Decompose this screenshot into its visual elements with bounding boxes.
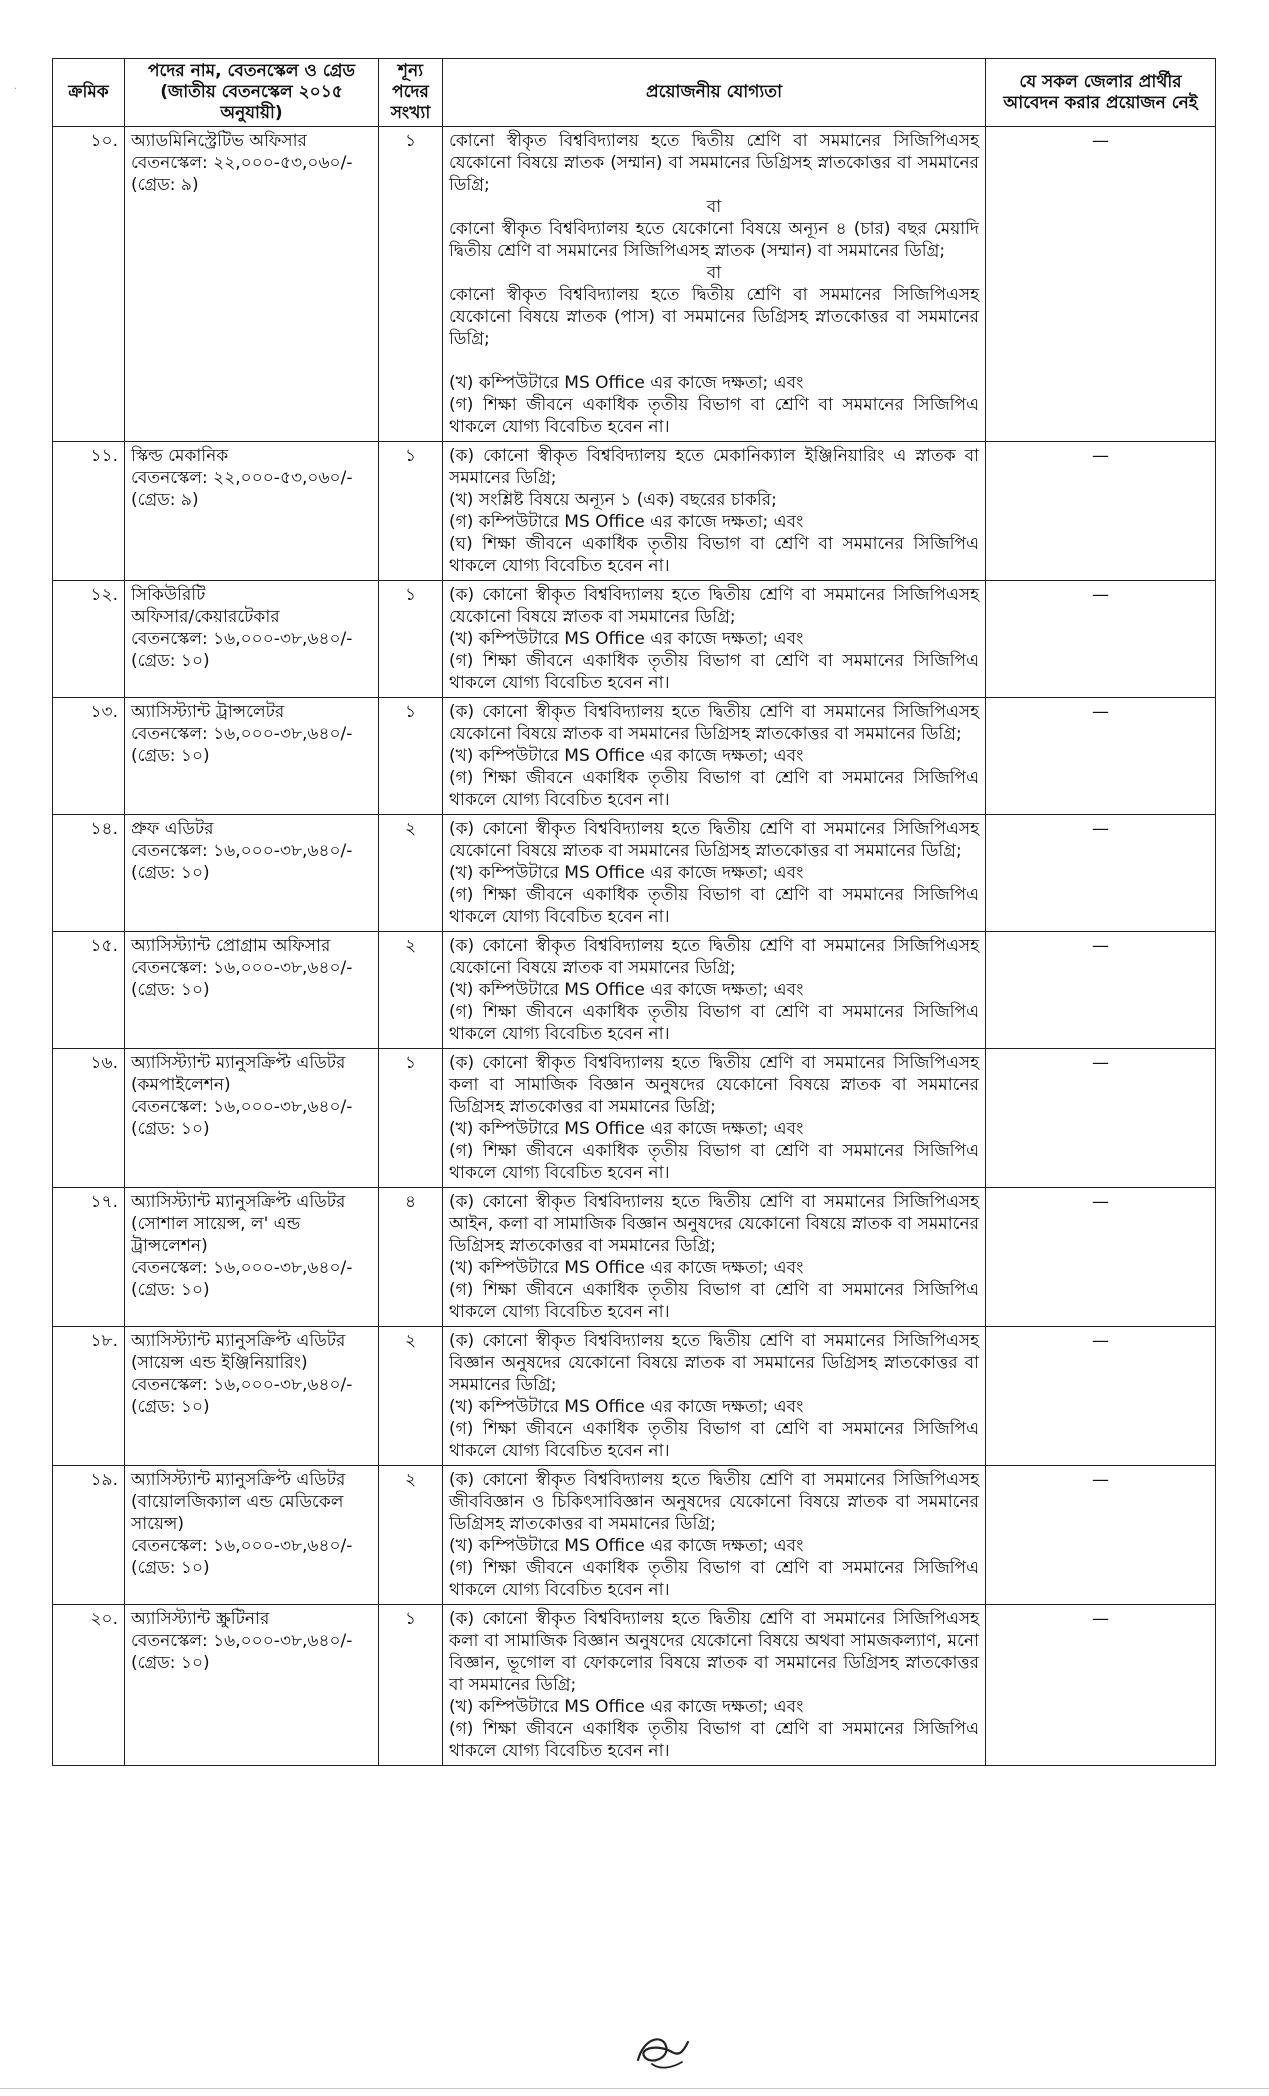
header-serial: ক্রমিক [53,59,125,127]
row-excluded-districts: — [986,442,1216,581]
qualification-item: (ক) কোনো স্বীকৃত বিশ্ববিদ্যালয় হতে দ্বিতীয় শ্রেণি বা সমমানের সিজিপিএসহ যেকোনো বিষয়ে স্নাতক বা সমমানের ডিগ্রিসহ স্নাতকোত্তর বা সমমানের ডিগ্রি; [449,702,979,744]
row-serial: ১৭. [53,1188,125,1327]
post-line: স্কিল্ড মেকানিক [131,446,229,466]
table-row [53,1466,1216,1605]
post-line: (গ্রেড: ১০) [131,980,210,1000]
table-row [53,698,1216,815]
qualification-item: (খ) কম্পিউটারে MS Office এর কাজে দক্ষতা; এবং [449,863,804,883]
row-vacancies: ২ [379,1327,443,1466]
post-line: (গ্রেড: ১০) [131,863,210,883]
table-row [53,442,1216,581]
qualification-item: (ক) কোনো স্বীকৃত বিশ্ববিদ্যালয় হতে মেকানিক্যাল ইঞ্জিনিয়ারিং এ স্নাতক বা সমমানের ডিগ্রি; [449,446,979,488]
row-post-details [125,581,379,698]
qualification-item: (গ) শিক্ষা জীবনে একাধিক তৃতীয় বিভাগ বা শ্রেণি বা সমমানের সিজিপিএ থাকলে যোগ্য বিবেচিত হবেন না। [449,1141,979,1183]
qualification-item: (খ) কম্পিউটারে MS Office এর কাজে দক্ষতা; এবং [449,373,804,393]
qualification-item: (গ) শিক্ষা জীবনে একাধিক তৃতীয় বিভাগ বা শ্রেণি বা সমমানের সিজিপিএ থাকলে যোগ্য বিবেচিত হবেন না। [449,885,979,927]
post-line: (গ্রেড: ১০) [131,1119,210,1139]
row-excluded-districts: — [986,1605,1216,1766]
qualification-item: (খ) কম্পিউটারে MS Office এর কাজে দক্ষতা; এবং [449,746,804,766]
row-post-details [125,698,379,815]
row-vacancies: ৪ [379,1188,443,1327]
row-serial: ১১. [53,442,125,581]
post-line: (কমপাইলেশন) [131,1075,231,1095]
row-qualification [443,581,986,698]
qualification-item: (ক) কোনো স্বীকৃত বিশ্ববিদ্যালয় হতে দ্বিতীয় শ্রেণি বা সমমানের সিজিপিএসহ কলা বা সামাজিক বিজ্ঞান অনুষদের যেকোনো বিষয়ে স্নাতক বা সমমানের ডিগ্রিসহ স্নাতকোত্তর বা সমমানের ডিগ্রি; [449,1053,979,1117]
qualification-item: (খ) সংশ্লিষ্ট বিষয়ে অন্যূন ১ (এক) বছরের চাকরি; [449,490,777,510]
qualification-spacer [449,350,979,372]
qualification-item: (ক) কোনো স্বীকৃত বিশ্ববিদ্যালয় হতে দ্বিতীয় শ্রেণি বা সমমানের সিজিপিএসহ যেকোনো বিষয়ে স্নাতক বা সমমানের ডিগ্রি; [449,936,979,978]
post-line: বেতনস্কেল: ১৬,০০০-৩৮,৬৪০/- [131,724,353,744]
post-line: বেতনস্কেল: ১৬,০০০-৩৮,৬৪০/- [131,1536,353,1556]
post-line: বেতনস্কেল: ১৬,০০০-৩৮,৬৪০/- [131,841,353,861]
row-post-details [125,1327,379,1466]
row-qualification [443,442,986,581]
row-excluded-districts: — [986,1327,1216,1466]
row-post-details [125,932,379,1049]
qualification-item: (খ) কম্পিউটারে MS Office এর কাজে দক্ষতা; এবং [449,1536,804,1556]
table-row [53,1188,1216,1327]
post-line: (গ্রেড: ১০) [131,746,210,766]
post-line: বেতনস্কেল: ২২,০০০-৫৩,০৬০/- [131,153,353,173]
row-excluded-districts: — [986,698,1216,815]
row-vacancies: ১ [379,581,443,698]
qualification-item: (ঘ) শিক্ষা জীবনে একাধিক তৃতীয় বিভাগ বা শ্রেণি বা সমমানের সিজিপিএ থাকলে যোগ্য বিবেচিত হবেন না। [449,534,979,576]
qualification-item: কোনো স্বীকৃত বিশ্ববিদ্যালয় হতে দ্বিতীয় শ্রেণি বা সমমানের সিজিপিএসহ যেকোনো বিষয়ে স্নাতক (সম্মান) বা সমমানের ডিগ্রিসহ স্নাতকোত্তর বা সমমানের ডিগ্রি; [449,131,979,195]
table-row [53,815,1216,932]
qualification-item: (গ) শিক্ষা জীবনে একাধিক তৃতীয় বিভাগ বা শ্রেণি বা সমমানের সিজিপিএ থাকলে যোগ্য বিবেচিত হবেন না। [449,768,979,810]
post-line: (গ্রেড: ৯) [131,490,199,510]
row-post-details [125,1049,379,1188]
post-line: সায়েন্স) [131,1514,185,1534]
post-line: (গ্রেড: ৯) [131,175,199,195]
post-line: বেতনস্কেল: ১৬,০০০-৩৮,৬৪০/- [131,1258,353,1278]
row-qualification [443,1466,986,1605]
header-qualification: প্রয়োজনীয় যোগ্যতা [443,59,986,127]
row-vacancies: ১ [379,127,443,442]
row-qualification [443,1049,986,1188]
post-line: বেতনস্কেল: ১৬,০০০-৩৮,৬৪০/- [131,1097,353,1117]
row-excluded-districts: — [986,815,1216,932]
row-serial: ১৪. [53,815,125,932]
row-post-details [125,127,379,442]
qualification-item: (খ) কম্পিউটারে MS Office এর কাজে দক্ষতা; এবং [449,1697,804,1717]
qualification-item: (ক) কোনো স্বীকৃত বিশ্ববিদ্যালয় হতে দ্বিতীয় শ্রেণি বা সমমানের সিজিপিএসহ যেকোনো বিষয়ে স্নাতক বা সমমানের ডিগ্রি; [449,585,979,627]
job-vacancy-table [52,58,1216,1766]
post-line: অ্যাসিস্ট্যান্ট ম্যানুসক্রিপ্ট এডিটর [131,1470,346,1490]
post-line: ট্রান্সলেশন) [131,1236,208,1256]
row-vacancies: ১ [379,1605,443,1766]
row-excluded-districts: — [986,1466,1216,1605]
table-row [53,932,1216,1049]
qualification-item: (গ) শিক্ষা জীবনে একাধিক তৃতীয় বিভাগ বা শ্রেণি বা সমমানের সিজিপিএ থাকলে যোগ্য বিবেচিত হবেন না। [449,395,979,437]
qualification-item: (খ) কম্পিউটারে MS Office এর কাজে দক্ষতা; এবং [449,629,804,649]
table-row [53,1605,1216,1766]
table-row [53,1049,1216,1188]
row-excluded-districts: — [986,1049,1216,1188]
qualification-item: (গ) শিক্ষা জীবনে একাধিক তৃতীয় বিভাগ বা শ্রেণি বা সমমানের সিজিপিএ থাকলে যোগ্য বিবেচিত হবেন না। [449,1419,979,1461]
post-line: অ্যাসিস্ট্যান্ট প্রোগ্রাম অফিসার [131,936,331,956]
post-line: অ্যাসিস্ট্যান্ট ম্যানুসক্রিপ্ট এডিটর [131,1192,346,1212]
qualification-or: বা [706,263,722,283]
row-serial: ১৫. [53,932,125,1049]
post-line: বেতনস্কেল: ১৬,০০০-৩৮,৬৪০/- [131,1631,353,1651]
row-excluded-districts: — [986,581,1216,698]
post-line: বেতনস্কেল: ১৬,০০০-৩৮,৬৪০/- [131,958,353,978]
row-qualification [443,127,986,442]
table-row [53,581,1216,698]
qualification-item: (গ) শিক্ষা জীবনে একাধিক তৃতীয় বিভাগ বা শ্রেণি বা সমমানের সিজিপিএ থাকলে যোগ্য বিবেচিত হবেন না। [449,1002,979,1044]
post-line: (বায়োলজিক্যাল এন্ড মেডিকেল [131,1492,344,1512]
row-vacancies: ১ [379,1049,443,1188]
qualification-item: (গ) শিক্ষা জীবনে একাধিক তৃতীয় বিভাগ বা শ্রেণি বা সমমানের সিজিপিএ থাকলে যোগ্য বিবেচিত হবেন না। [449,1280,979,1322]
row-post-details [125,1605,379,1766]
post-line: বেতনস্কেল: ১৬,০০০-৩৮,৬৪০/- [131,629,353,649]
post-line: প্রুফ এডিটর [131,819,214,839]
qualification-item: (খ) কম্পিউটারে MS Office এর কাজে দক্ষতা; এবং [449,1258,804,1278]
row-serial: ১০. [53,127,125,442]
post-line: বেতনস্কেল: ২২,০০০-৫৩,০৬০/- [131,468,353,488]
post-line: (গ্রেড: ১০) [131,651,210,671]
post-line: (গ্রেড: ১০) [131,1653,210,1673]
page-bottom-edge [0,2088,1269,2089]
scan-speck: · [14,84,18,95]
row-serial: ১৬. [53,1049,125,1188]
header-post: পদের নাম, বেতনস্কেল ও গ্রেড (জাতীয় বেতনস্কেল ২০১৫ অনুযায়ী) [125,59,379,127]
header-row [53,59,1216,127]
post-line: (গ্রেড: ১০) [131,1558,210,1578]
qualification-item: (গ) শিক্ষা জীবনে একাধিক তৃতীয় বিভাগ বা শ্রেণি বা সমমানের সিজিপিএ থাকলে যোগ্য বিবেচিত হবেন না। [449,1719,979,1761]
header-excluded-districts: যে সকল জেলার প্রার্থীর আবেদন করার প্রয়োজন নেই [986,59,1216,127]
row-post-details [125,442,379,581]
row-serial: ১৩. [53,698,125,815]
post-line: বেতনস্কেল: ১৬,০০০-৩৮,৬৪০/- [131,1375,353,1395]
signature-initial [632,2030,692,2074]
post-line: অ্যাসিস্ট্যান্ট ট্রান্সলেটর [131,702,285,722]
row-vacancies: ১ [379,442,443,581]
qualification-item: (গ) শিক্ষা জীবনে একাধিক তৃতীয় বিভাগ বা শ্রেণি বা সমমানের সিজিপিএ থাকলে যোগ্য বিবেচিত হবেন না। [449,1558,979,1600]
row-excluded-districts: — [986,932,1216,1049]
qualification-item: (ক) কোনো স্বীকৃত বিশ্ববিদ্যালয় হতে দ্বিতীয় শ্রেণি বা সমমানের সিজিপিএসহ জীববিজ্ঞান ও চিকিৎসাবিজ্ঞান অনুষদের যেকোনো বিষয়ে স্নাতক বা সমমানের ডিগ্রিসহ স্নাতকোত্তর বা সমমানের ডিগ্রি; [449,1470,979,1534]
row-qualification [443,1188,986,1327]
row-vacancies: ২ [379,932,443,1049]
row-qualification [443,1605,986,1766]
row-serial: ১২. [53,581,125,698]
qualification-item: (গ) কম্পিউটারে MS Office এর কাজে দক্ষতা; এবং [449,512,804,532]
row-vacancies: ২ [379,815,443,932]
post-line: অফিসার/কেয়ারটেকার [131,607,280,627]
row-vacancies: ১ [379,698,443,815]
row-serial: ১৮. [53,1327,125,1466]
qualification-item: কোনো স্বীকৃত বিশ্ববিদ্যালয় হতে দ্বিতীয় শ্রেণি বা সমমানের সিজিপিএসহ যেকোনো বিষয়ে স্নাতক (পাস) বা সমমানের ডিগ্রিসহ স্নাতকোত্তর বা সমমানের ডিগ্রি; [449,285,979,349]
qualification-item: (খ) কম্পিউটারে MS Office এর কাজে দক্ষতা; এবং [449,980,804,1000]
post-line: অ্যাসিস্ট্যান্ট ম্যানুসক্রিপ্ট এডিটর [131,1053,346,1073]
table-header [53,59,1216,127]
row-vacancies: ২ [379,1466,443,1605]
row-qualification [443,698,986,815]
post-line: (গ্রেড: ১০) [131,1397,210,1417]
post-line: (সোশাল সায়েন্স, ল' এন্ড [131,1214,301,1234]
row-excluded-districts: — [986,127,1216,442]
table-row [53,127,1216,442]
row-excluded-districts: — [986,1188,1216,1327]
post-line: (সায়েন্স এন্ড ইঞ্জিনিয়ারিং) [131,1353,308,1373]
qualification-item: (খ) কম্পিউটারে MS Office এর কাজে দক্ষতা; এবং [449,1397,804,1417]
table-row [53,1327,1216,1466]
qualification-item: (ক) কোনো স্বীকৃত বিশ্ববিদ্যালয় হতে দ্বিতীয় শ্রেণি বা সমমানের সিজিপিএসহ বিজ্ঞান অনুষদের যেকোনো বিষয়ে স্নাতক বা সমমানের ডিগ্রিসহ স্নাতকোত্তর বা সমমানের ডিগ্রি; [449,1331,979,1395]
row-qualification [443,815,986,932]
qualification-item: (গ) শিক্ষা জীবনে একাধিক তৃতীয় বিভাগ বা শ্রেণি বা সমমানের সিজিপিএ থাকলে যোগ্য বিবেচিত হবেন না। [449,651,979,693]
row-serial: ২০. [53,1605,125,1766]
row-qualification [443,1327,986,1466]
post-line: (গ্রেড: ১০) [131,1280,210,1300]
row-post-details [125,815,379,932]
qualification-or: বা [706,197,722,217]
qualification-item: (ক) কোনো স্বীকৃত বিশ্ববিদ্যালয় হতে দ্বিতীয় শ্রেণি বা সমমানের সিজিপিএসহ কলা বা সামাজিক বিজ্ঞান অনুষদের যেকোনো বিষয়ে অথবা সামজকল্যাণ, মনো বিজ্ঞান, ভূগোল বা ফোকলোর বিষয়ে স্নাতক বা সমমানের ডিগ্রিসহ স্নাতকোত্তর বা সমমানের ডিগ্রি; [449,1609,979,1695]
row-post-details [125,1188,379,1327]
qualification-item: কোনো স্বীকৃত বিশ্ববিদ্যালয় হতে যেকোনো বিষয়ে অন্যূন ৪ (চার) বছর মেয়াদি দ্বিতীয় শ্রেণি বা সমমানের সিজিপিএসহ স্নাতক (সম্মান) বা সমমানের ডিগ্রি; [449,219,979,261]
row-serial: ১৯. [53,1466,125,1605]
qualification-item: (খ) কম্পিউটারে MS Office এর কাজে দক্ষতা; এবং [449,1119,804,1139]
header-vacancies: শূন্য পদের সংখ্যা [379,59,443,127]
post-line: অ্যাসিস্ট্যান্ট স্ক্রুটিনার [131,1609,270,1629]
qualification-item: (ক) কোনো স্বীকৃত বিশ্ববিদ্যালয় হতে দ্বিতীয় শ্রেণি বা সমমানের সিজিপিএসহ যেকোনো বিষয়ে স্নাতক বা সমমানের ডিগ্রিসহ স্নাতকোত্তর বা সমমানের ডিগ্রি; [449,819,979,861]
row-qualification [443,932,986,1049]
post-line: অ্যাডমিনিস্ট্রেটিভ অফিসার [131,131,307,151]
qualification-item: (ক) কোনো স্বীকৃত বিশ্ববিদ্যালয় হতে দ্বিতীয় শ্রেণি বা সমমানের সিজিপিএসহ আইন, কলা বা সামাজিক বিজ্ঞান অনুষদের যেকোনো বিষয়ে স্নাতক বা সমমানের ডিগ্রিসহ স্নাতকোত্তর বা সমমানের ডিগ্রি; [449,1192,979,1256]
post-line: সিকিউরিটি [131,585,206,605]
row-post-details [125,1466,379,1605]
post-line: অ্যাসিস্ট্যান্ট ম্যানুসক্রিপ্ট এডিটর [131,1331,346,1351]
table-body [53,127,1216,1766]
